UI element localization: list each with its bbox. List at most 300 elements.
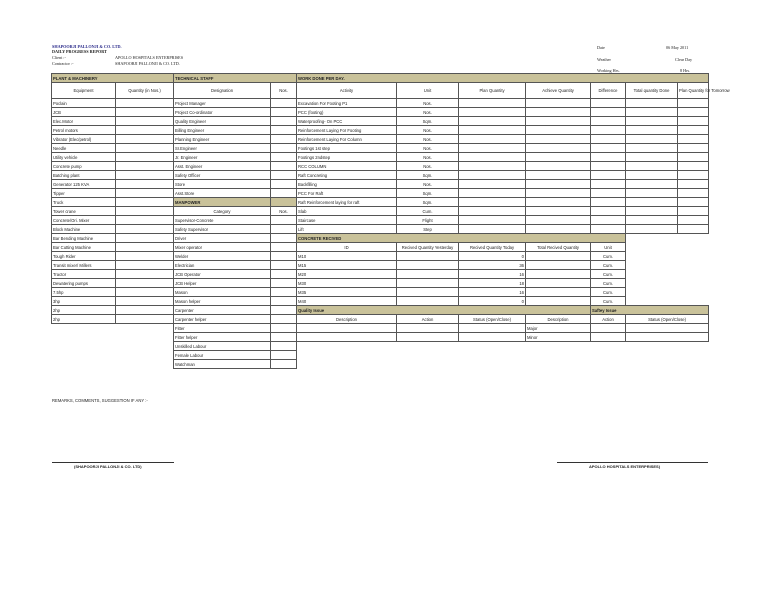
- grid-cell: [591, 144, 626, 153]
- report-title: DAILY PROGRESS REPORT: [52, 49, 107, 54]
- grid-cell: [626, 270, 709, 279]
- grid-cell: [591, 216, 626, 225]
- equipment-quantity-cell: [116, 153, 174, 162]
- date-label: Date: [597, 45, 605, 50]
- col-concrete-id: ID: [297, 243, 397, 252]
- remarks-label: REMARKS, COMMENTS, SUGGESTION IF ANY :-: [52, 398, 148, 403]
- work-activity: Backfilling: [297, 180, 397, 189]
- grid-cell: [591, 162, 626, 171]
- weather-value: Clear Day: [675, 57, 693, 62]
- table-row: [52, 189, 709, 198]
- col-nos: Nos.: [271, 83, 297, 99]
- grid-cell: [626, 171, 678, 180]
- grid-cell: [459, 225, 526, 234]
- equipment-name: JCB: [52, 108, 116, 117]
- equipment-name: 2hp: [52, 315, 116, 324]
- grid-cell: [591, 108, 626, 117]
- grid-cell: [678, 198, 709, 207]
- table-row: [52, 207, 709, 216]
- work-activity: RCC COLUMN: [297, 162, 397, 171]
- grid-cell: [271, 135, 297, 144]
- grid-cell: [116, 342, 174, 351]
- table-row: [52, 74, 709, 83]
- grid-cell: [678, 126, 709, 135]
- table-row: [52, 333, 709, 342]
- work-unit: Nos.: [397, 108, 459, 117]
- grid-cell: [459, 99, 526, 108]
- staff-designation: Asst.Store: [174, 189, 271, 198]
- grid-cell: [678, 216, 709, 225]
- grid-cell: [678, 162, 709, 171]
- equipment-quantity-cell: [116, 306, 174, 315]
- manpower-category: Mason: [174, 288, 271, 297]
- grid-cell: [116, 333, 174, 342]
- grid-cell: [626, 216, 678, 225]
- col-recv-yesterday: Recived Quantity Yesterday: [397, 243, 459, 252]
- grid-cell: [626, 243, 709, 252]
- grid-cell: [678, 189, 709, 198]
- grid-cell: [52, 324, 116, 333]
- equipment-name: Transit mixer/ Millers: [52, 261, 116, 270]
- grid-cell: [626, 117, 678, 126]
- date-value: 06 May 2011: [666, 45, 689, 50]
- grid-cell: [297, 342, 709, 351]
- col-category: Category: [174, 207, 271, 216]
- grid-cell: [459, 144, 526, 153]
- grid-cell: [397, 252, 459, 261]
- grid-cell: [271, 99, 297, 108]
- grid-cell: [397, 333, 459, 342]
- grid-cell: [678, 117, 709, 126]
- table-row: [52, 306, 709, 315]
- equipment-quantity-cell: [116, 279, 174, 288]
- equipment-name: Generator 125 KVA: [52, 180, 116, 189]
- equipment-name: Concrete pump: [52, 162, 116, 171]
- staff-designation: Sr.Engineer: [174, 144, 271, 153]
- table-row: [52, 99, 709, 108]
- manpower-category: Supervisor-Concrete: [174, 216, 271, 225]
- left-signature-line: [52, 462, 174, 463]
- grid-cell: [626, 297, 709, 306]
- grid-cell: [526, 252, 591, 261]
- grid-cell: [271, 315, 297, 324]
- grid-cell: [591, 153, 626, 162]
- concrete-today-qty: 16: [459, 270, 526, 279]
- grid-cell: [591, 135, 626, 144]
- work-unit: Sqm.: [397, 117, 459, 126]
- equipment-quantity-cell: [116, 126, 174, 135]
- equipment-name: Tower crane: [52, 207, 116, 216]
- grid-cell: [526, 261, 591, 270]
- section-manpower: MANPOWER: [174, 198, 271, 207]
- concrete-today-qty: 36: [459, 261, 526, 270]
- grid-cell: [591, 198, 626, 207]
- concrete-today-qty: 0: [459, 252, 526, 261]
- staff-designation: Planning Engineer: [174, 135, 271, 144]
- grid-cell: [526, 207, 591, 216]
- grid-cell: [626, 252, 709, 261]
- grid-cell: [397, 297, 459, 306]
- grid-cell: [626, 99, 678, 108]
- grid-cell: [626, 126, 678, 135]
- section-concrete-received: CONCRETE RECIVED: [297, 234, 626, 243]
- contractor-label: Contractor :-: [52, 61, 74, 66]
- working-hours-value: 8 Hrs.: [680, 68, 691, 73]
- grid-cell: [678, 153, 709, 162]
- grid-cell: [459, 171, 526, 180]
- table-row: [52, 144, 709, 153]
- equipment-quantity-cell: [116, 108, 174, 117]
- company-name: SHAPOORJI PALLONJI & CO. LTD.: [52, 44, 122, 49]
- work-activity: PCC For Raft: [297, 189, 397, 198]
- equipment-quantity-cell: [116, 135, 174, 144]
- work-activity: Excavation For Footing P1: [297, 99, 397, 108]
- equipment-quantity-cell: [116, 180, 174, 189]
- work-unit: Nos.: [397, 99, 459, 108]
- concrete-grade: M30: [297, 279, 397, 288]
- staff-designation: Project Manager: [174, 99, 271, 108]
- grid-cell: [271, 189, 297, 198]
- work-unit: Cum.: [397, 207, 459, 216]
- table-row: [52, 342, 709, 351]
- equipment-name: Concrete/Ori. Mixer: [52, 216, 116, 225]
- manpower-category: Fitter: [174, 324, 271, 333]
- equipment-quantity-cell: [116, 171, 174, 180]
- work-activity: Waterproofing- On PCC: [297, 117, 397, 126]
- grid-cell: [678, 207, 709, 216]
- grid-cell: [52, 333, 116, 342]
- grid-cell: [526, 99, 591, 108]
- equipment-quantity-cell: [116, 252, 174, 261]
- table-row: [52, 324, 709, 333]
- equipment-name: Vibrator (Elec/petrol): [52, 135, 116, 144]
- grid-cell: [459, 333, 526, 342]
- equipment-name: Elec.Motor: [52, 117, 116, 126]
- manpower-category: Female Labour: [174, 351, 271, 360]
- grid-cell: [626, 189, 678, 198]
- concrete-unit: Cum.: [591, 279, 626, 288]
- work-activity: Reinforcement Laying For Footing: [297, 126, 397, 135]
- equipment-quantity-cell: [116, 225, 174, 234]
- work-activity: Footings 1st step: [297, 144, 397, 153]
- table-row: [52, 135, 709, 144]
- concrete-grade: M35: [297, 288, 397, 297]
- table-row: [52, 126, 709, 135]
- equipment-name: Dewatering pumps: [52, 279, 116, 288]
- equipment-name: Tough Rider: [52, 252, 116, 261]
- grid-cell: [678, 99, 709, 108]
- grid-cell: [271, 153, 297, 162]
- grid-cell: [52, 342, 116, 351]
- equipment-quantity-cell: [116, 99, 174, 108]
- table-row: [52, 297, 709, 306]
- table-row: [52, 252, 709, 261]
- work-unit: Nos.: [397, 135, 459, 144]
- concrete-unit: Cum.: [591, 261, 626, 270]
- grid-cell: [459, 198, 526, 207]
- right-signature-label: APOLLO HOSPITALS ENTERPRISES): [589, 464, 661, 469]
- grid-cell: [271, 162, 297, 171]
- work-unit: Sqm.: [397, 189, 459, 198]
- equipment-quantity-cell: [116, 243, 174, 252]
- manpower-category: Fitter helper: [174, 333, 271, 342]
- col-total-done: Total quantity Done: [626, 83, 678, 99]
- table-row: [52, 216, 709, 225]
- grid-cell: [397, 288, 459, 297]
- grid-cell: [271, 126, 297, 135]
- equipment-name: Tractor: [52, 270, 116, 279]
- concrete-grade: M10: [297, 252, 397, 261]
- equipment-quantity-cell: [116, 270, 174, 279]
- concrete-today-qty: 0: [459, 297, 526, 306]
- equipment-name: Utility vehicle: [52, 153, 116, 162]
- equipment-quantity-cell: [116, 216, 174, 225]
- concrete-unit: Cum.: [591, 252, 626, 261]
- safety-severity: Major: [526, 324, 591, 333]
- staff-designation: Billing Engineer: [174, 126, 271, 135]
- grid-cell: [271, 288, 297, 297]
- table-row: [52, 288, 709, 297]
- grid-cell: [459, 180, 526, 189]
- manpower-category: Driver: [174, 234, 271, 243]
- col-activity: Activity: [297, 83, 397, 99]
- grid-cell: [678, 144, 709, 153]
- work-activity: Raft Reinforcement laying for raft: [297, 198, 397, 207]
- grid-cell: [459, 189, 526, 198]
- grid-cell: [271, 342, 297, 351]
- table-row: [52, 243, 709, 252]
- concrete-grade: M15: [297, 261, 397, 270]
- col-unit: Unit: [397, 83, 459, 99]
- grid-cell: [459, 324, 526, 333]
- grid-cell: [591, 207, 626, 216]
- concrete-unit: Cum.: [591, 270, 626, 279]
- equipment-name: Poclain: [52, 99, 116, 108]
- table-row: [52, 315, 709, 324]
- grid-cell: [271, 117, 297, 126]
- grid-cell: [271, 261, 297, 270]
- grid-cell: [271, 333, 297, 342]
- right-signature-line: [557, 462, 708, 463]
- manpower-category: Welder: [174, 252, 271, 261]
- grid-cell: [297, 360, 709, 369]
- grid-cell: [397, 270, 459, 279]
- grid-cell: [271, 297, 297, 306]
- grid-cell: [271, 270, 297, 279]
- staff-designation: Quality Engineer: [174, 117, 271, 126]
- work-unit: Nos.: [397, 180, 459, 189]
- table-row: [52, 83, 709, 99]
- grid-cell: [271, 243, 297, 252]
- grid-cell: [297, 333, 397, 342]
- grid-cell: [526, 270, 591, 279]
- grid-cell: [626, 108, 678, 117]
- equipment-quantity-cell: [116, 261, 174, 270]
- staff-designation: Project Co-ordinator: [174, 108, 271, 117]
- manpower-category: Watchman: [174, 360, 271, 369]
- col-plan-quantity: Plan Quantity: [459, 83, 526, 99]
- grid-cell: [271, 360, 297, 369]
- grid-cell: [626, 180, 678, 189]
- grid-cell: [591, 180, 626, 189]
- table-row: [52, 153, 709, 162]
- work-unit: Sqm.: [397, 198, 459, 207]
- grid-cell: [271, 351, 297, 360]
- col-designation: Designation: [174, 83, 271, 99]
- grid-cell: [271, 234, 297, 243]
- table-row: [52, 279, 709, 288]
- grid-cell: [626, 135, 678, 144]
- grid-cell: [271, 171, 297, 180]
- contractor-value: SHAPOORJI PALLONJI & CO. LTD.: [115, 61, 180, 66]
- grid-cell: [271, 279, 297, 288]
- manpower-category: Mixer operator: [174, 243, 271, 252]
- grid-cell: [526, 288, 591, 297]
- grid-cell: [459, 135, 526, 144]
- grid-cell: [626, 333, 709, 342]
- table-row: [52, 225, 709, 234]
- grid-cell: [459, 207, 526, 216]
- table-row: [52, 270, 709, 279]
- client-label: Client :-: [52, 55, 66, 60]
- client-value: APOLLO HOSPITALS ENTERPRISES: [115, 55, 184, 60]
- grid-cell: [626, 225, 678, 234]
- grid-cell: [678, 225, 709, 234]
- grid-cell: [271, 225, 297, 234]
- equipment-quantity-cell: [116, 207, 174, 216]
- staff-designation: Asst. Engineer: [174, 162, 271, 171]
- work-activity: Footings 2ndstep: [297, 153, 397, 162]
- grid-cell: [526, 180, 591, 189]
- work-unit: Flight: [397, 216, 459, 225]
- grid-cell: [526, 108, 591, 117]
- grid-cell: [116, 360, 174, 369]
- grid-cell: [591, 126, 626, 135]
- grid-cell: [626, 153, 678, 162]
- grid-cell: [591, 324, 626, 333]
- grid-cell: [526, 189, 591, 198]
- equipment-name: Petrol motors: [52, 126, 116, 135]
- col-plan-tomorrow: Plan Quantity for Tomorrow: [678, 83, 709, 99]
- manpower-category: Carpenter helper: [174, 315, 271, 324]
- equipment-name: Truck: [52, 198, 116, 207]
- grid-cell: [591, 171, 626, 180]
- equipment-name: Tipper: [52, 189, 116, 198]
- grid-cell: [626, 162, 678, 171]
- equipment-name: Bar Cutting Machine: [52, 243, 116, 252]
- grid-cell: [116, 351, 174, 360]
- col-difference: Difference: [591, 83, 626, 99]
- grid-cell: [526, 126, 591, 135]
- section-plant-machinery: PLANT & MACHINERY: [52, 74, 174, 83]
- equipment-quantity-cell: [116, 315, 174, 324]
- grid-cell: [626, 198, 678, 207]
- grid-cell: [526, 117, 591, 126]
- concrete-unit: Cum.: [591, 297, 626, 306]
- safety-severity: Minor: [526, 333, 591, 342]
- equipment-name: Bar Bending Machine: [52, 234, 116, 243]
- equipment-name: Block Machine: [52, 225, 116, 234]
- grid-cell: [626, 261, 709, 270]
- grid-cell: [397, 279, 459, 288]
- work-activity: Reinforcement Laying For Column: [297, 135, 397, 144]
- staff-designation: Store: [174, 180, 271, 189]
- table-row: [52, 180, 709, 189]
- grid-cell: [526, 162, 591, 171]
- grid-cell: [526, 198, 591, 207]
- section-technical-staff: TECHNICAL STAFF: [174, 74, 297, 83]
- manpower-category: Safety Supervisor: [174, 225, 271, 234]
- equipment-quantity-cell: [116, 162, 174, 171]
- grid-cell: [271, 216, 297, 225]
- manpower-category: Carpenter: [174, 306, 271, 315]
- grid-cell: [271, 108, 297, 117]
- manpower-category: Mason helper: [174, 297, 271, 306]
- grid-cell: [526, 216, 591, 225]
- col-quality-status: Status (Open/Close): [459, 315, 526, 324]
- concrete-today-qty: 18: [459, 279, 526, 288]
- concrete-today-qty: 16: [459, 288, 526, 297]
- grid-cell: [459, 162, 526, 171]
- equipment-quantity-cell: [116, 189, 174, 198]
- work-activity: Staircase: [297, 216, 397, 225]
- grid-cell: [271, 306, 297, 315]
- grid-cell: [297, 351, 709, 360]
- concrete-grade: M40: [297, 297, 397, 306]
- grid-cell: [116, 324, 174, 333]
- grid-cell: [397, 261, 459, 270]
- grid-cell: [271, 252, 297, 261]
- grid-cell: [526, 135, 591, 144]
- grid-cell: [52, 351, 116, 360]
- grid-cell: [271, 324, 297, 333]
- manpower-category: Unskilled Labour: [174, 342, 271, 351]
- col-recv-today: Recived Quantity Today: [459, 243, 526, 252]
- table-row: [52, 171, 709, 180]
- equipment-quantity-cell: [116, 144, 174, 153]
- grid-cell: [626, 144, 678, 153]
- section-safety-issue: Saftey Issue: [591, 306, 709, 315]
- grid-cell: [271, 180, 297, 189]
- equipment-quantity-cell: [116, 297, 174, 306]
- work-unit: Nos.: [397, 153, 459, 162]
- grid-cell: [271, 198, 297, 207]
- concrete-grade: M20: [297, 270, 397, 279]
- col-equipment: Equipment: [52, 83, 116, 99]
- work-unit: Nos.: [397, 162, 459, 171]
- col-quality-action: Action: [397, 315, 459, 324]
- left-signature-label: (SHAPOORJI PALLONJI & CO. LTD): [74, 464, 142, 469]
- table-row: [52, 360, 709, 369]
- work-activity: Slab: [297, 207, 397, 216]
- table-row: [52, 261, 709, 270]
- progress-report-grid: [51, 73, 730, 369]
- grid-cell: [591, 189, 626, 198]
- working-hours-label: Working Hrs.: [597, 68, 620, 73]
- section-work-done: WORK DONE PER DAY.: [297, 74, 709, 83]
- grid-cell: [678, 171, 709, 180]
- manpower-category: JCB Operator: [174, 270, 271, 279]
- equipment-quantity-cell: [116, 234, 174, 243]
- table-row: [52, 162, 709, 171]
- table-row: [52, 234, 709, 243]
- grid-cell: [526, 144, 591, 153]
- equipment-name: 3hp: [52, 297, 116, 306]
- equipment-quantity-cell: [116, 198, 174, 207]
- grid-cell: [626, 234, 709, 243]
- table-row: [52, 198, 709, 207]
- grid-cell: [626, 324, 709, 333]
